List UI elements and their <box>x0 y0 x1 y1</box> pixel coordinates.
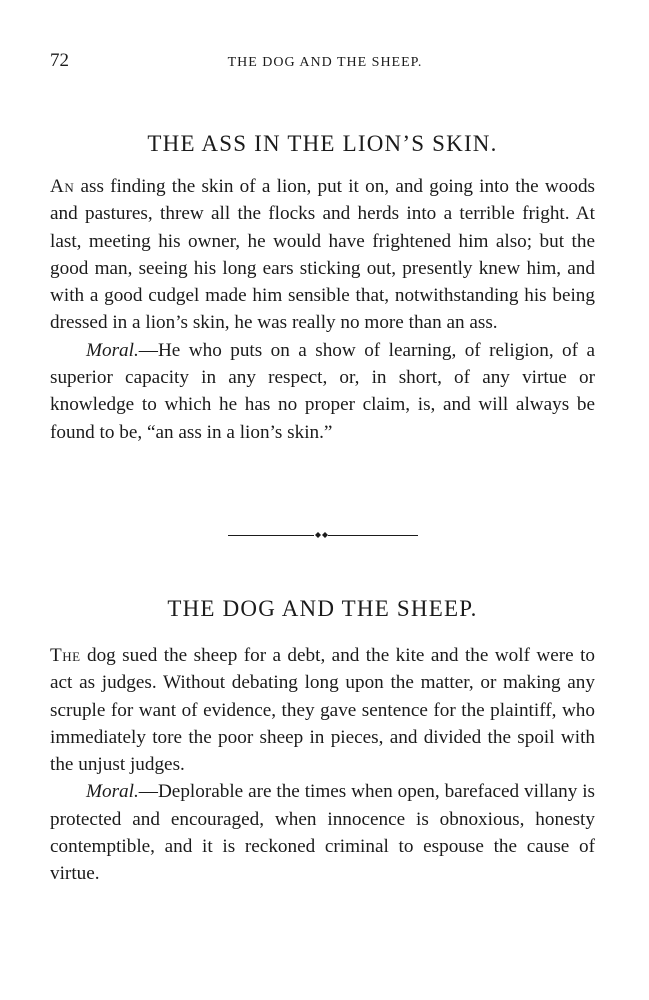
section-divider-ornament <box>228 529 418 541</box>
fable-paragraph <box>50 642 595 778</box>
fable-text: dog sued the sheep for a debt, and the kite and the wolf were to act as judges. Without debating long upon the matter, or making any scruple for want of evidence, they gave sentence for the plaintiff, who immediately tore the poor sheep in pieces, and divided the spoil with the unjust judges. <box>50 645 595 776</box>
divider-rule-left <box>228 535 314 536</box>
fable-body-dog-sheep <box>50 642 595 888</box>
moral-text: —Deplorable are the times when open, barefaced villany is protected and encouraged, when innocence is obnoxious, honesty contemptible, and it is reckoned criminal to espouse the cause of virtue. <box>50 781 595 885</box>
divider-rule-right <box>328 535 418 536</box>
moral-label: Moral. <box>86 339 139 361</box>
moral-text: —He who puts on a show of learning, of religion, of a superior capacity in any respect, or, in short, of any virtue or knowledge to which he has no proper claim, is, and will always be found to be, “an ass in a lion’s skin.” <box>50 339 595 443</box>
double-diamond-icon <box>315 529 329 541</box>
moral-paragraph <box>50 337 595 446</box>
moral-paragraph <box>50 778 595 887</box>
fable-title-ass-lion-skin: THE ASS IN THE LION’S SKIN. <box>147 131 498 156</box>
moral-label: Moral. <box>86 781 139 803</box>
drop-lead-word: An <box>50 176 75 197</box>
page-number: 72 <box>50 50 69 71</box>
fable-paragraph <box>50 173 595 337</box>
fable-title-dog-sheep: THE DOG AND THE SHEEP. <box>167 596 478 621</box>
fable-body-ass-lion-skin <box>50 173 595 446</box>
fable-text: ass finding the skin of a lion, put it on, and going into the woods and pastures, threw all the flocks and herds into a terrible fright. At last, meeting his owner, he would have frightened him also; but the good man, seeing his long ears sticking out, presently knew him, and with a good cudgel made him sensible that, notwithstanding his being dressed in a lion’s skin, he was really no more than an ass. <box>50 176 596 334</box>
running-head: THE DOG AND THE SHEEP. <box>227 55 423 70</box>
drop-lead-word: The <box>50 645 81 666</box>
